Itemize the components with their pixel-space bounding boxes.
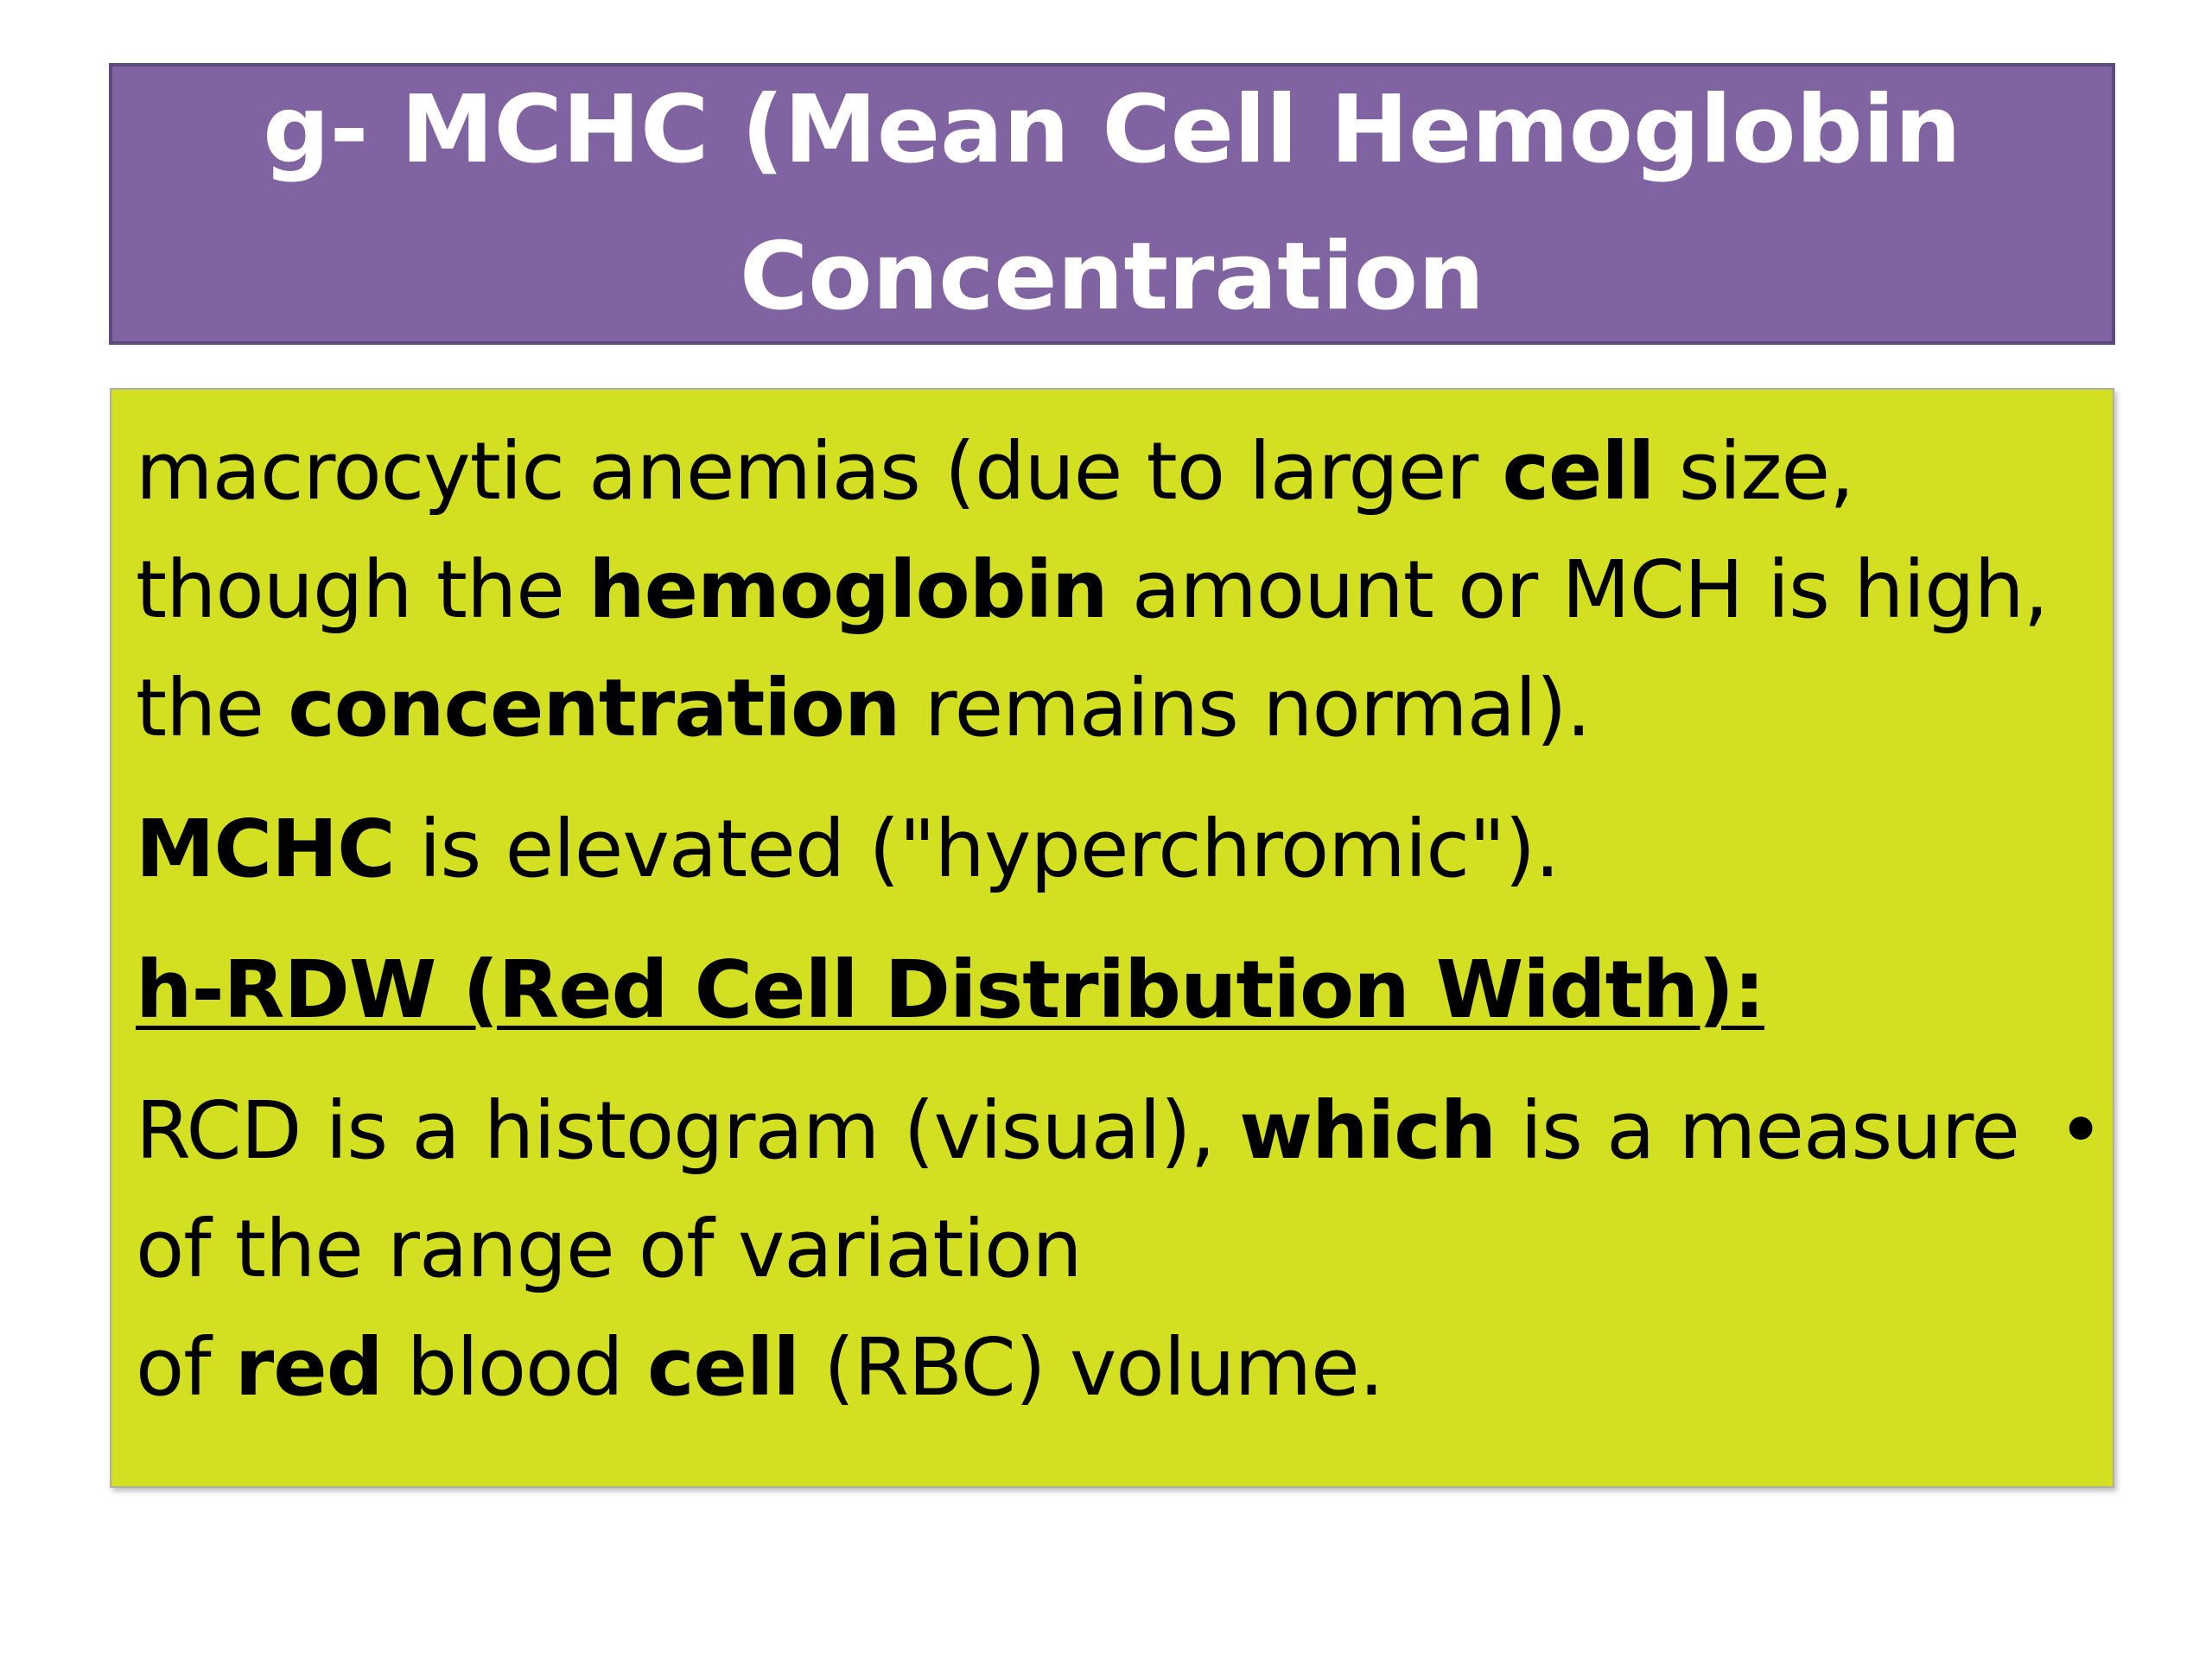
bold-term: concentration	[288, 662, 900, 754]
bold-term: MCHC	[136, 803, 395, 895]
text-run: is elevated ("hyperchromic").	[394, 803, 1560, 895]
text-run: of the range of variation	[136, 1203, 1082, 1295]
bold-term: hemoglobin	[588, 543, 1108, 636]
text-run: remains normal).	[899, 662, 1591, 754]
slide-title	[112, 57, 2112, 351]
slide-title-line-2: Concentration	[740, 223, 1484, 331]
text-run: size,	[1654, 425, 1854, 518]
text-run: the	[136, 662, 289, 754]
bullet-marker: •	[2057, 1084, 2104, 1177]
text-run: amount or MCH is high,	[1107, 543, 2049, 636]
text-run: though the	[136, 543, 589, 636]
macrocytic-paragraph	[136, 412, 2088, 767]
text-run: macrocytic anemias (due to larger	[136, 425, 1503, 518]
text-run: of	[136, 1321, 235, 1414]
text-run: (RBC) volume.	[798, 1321, 1383, 1414]
text-run: blood	[382, 1321, 647, 1414]
rdw-paragraph	[136, 1071, 2104, 1427]
bold-term: cell	[646, 1321, 799, 1414]
title-banner	[109, 63, 2115, 345]
mchc-elevated-paragraph	[136, 790, 2088, 908]
bold-term: cell	[1502, 425, 1655, 518]
text-run: RCD is a histogram (visual),	[136, 1084, 1240, 1177]
content-panel	[110, 388, 2114, 1488]
rdw-heading	[136, 931, 2088, 1049]
text-run: is a measure	[1496, 1084, 2020, 1177]
slide-title-line-1: g- MCHC (Mean Cell Hemoglobin	[263, 76, 1961, 184]
section-heading: h-RDW (Red Cell Distribution Width):	[136, 944, 1764, 1036]
bold-term: which	[1239, 1084, 1497, 1177]
bold-term: red	[234, 1321, 383, 1414]
